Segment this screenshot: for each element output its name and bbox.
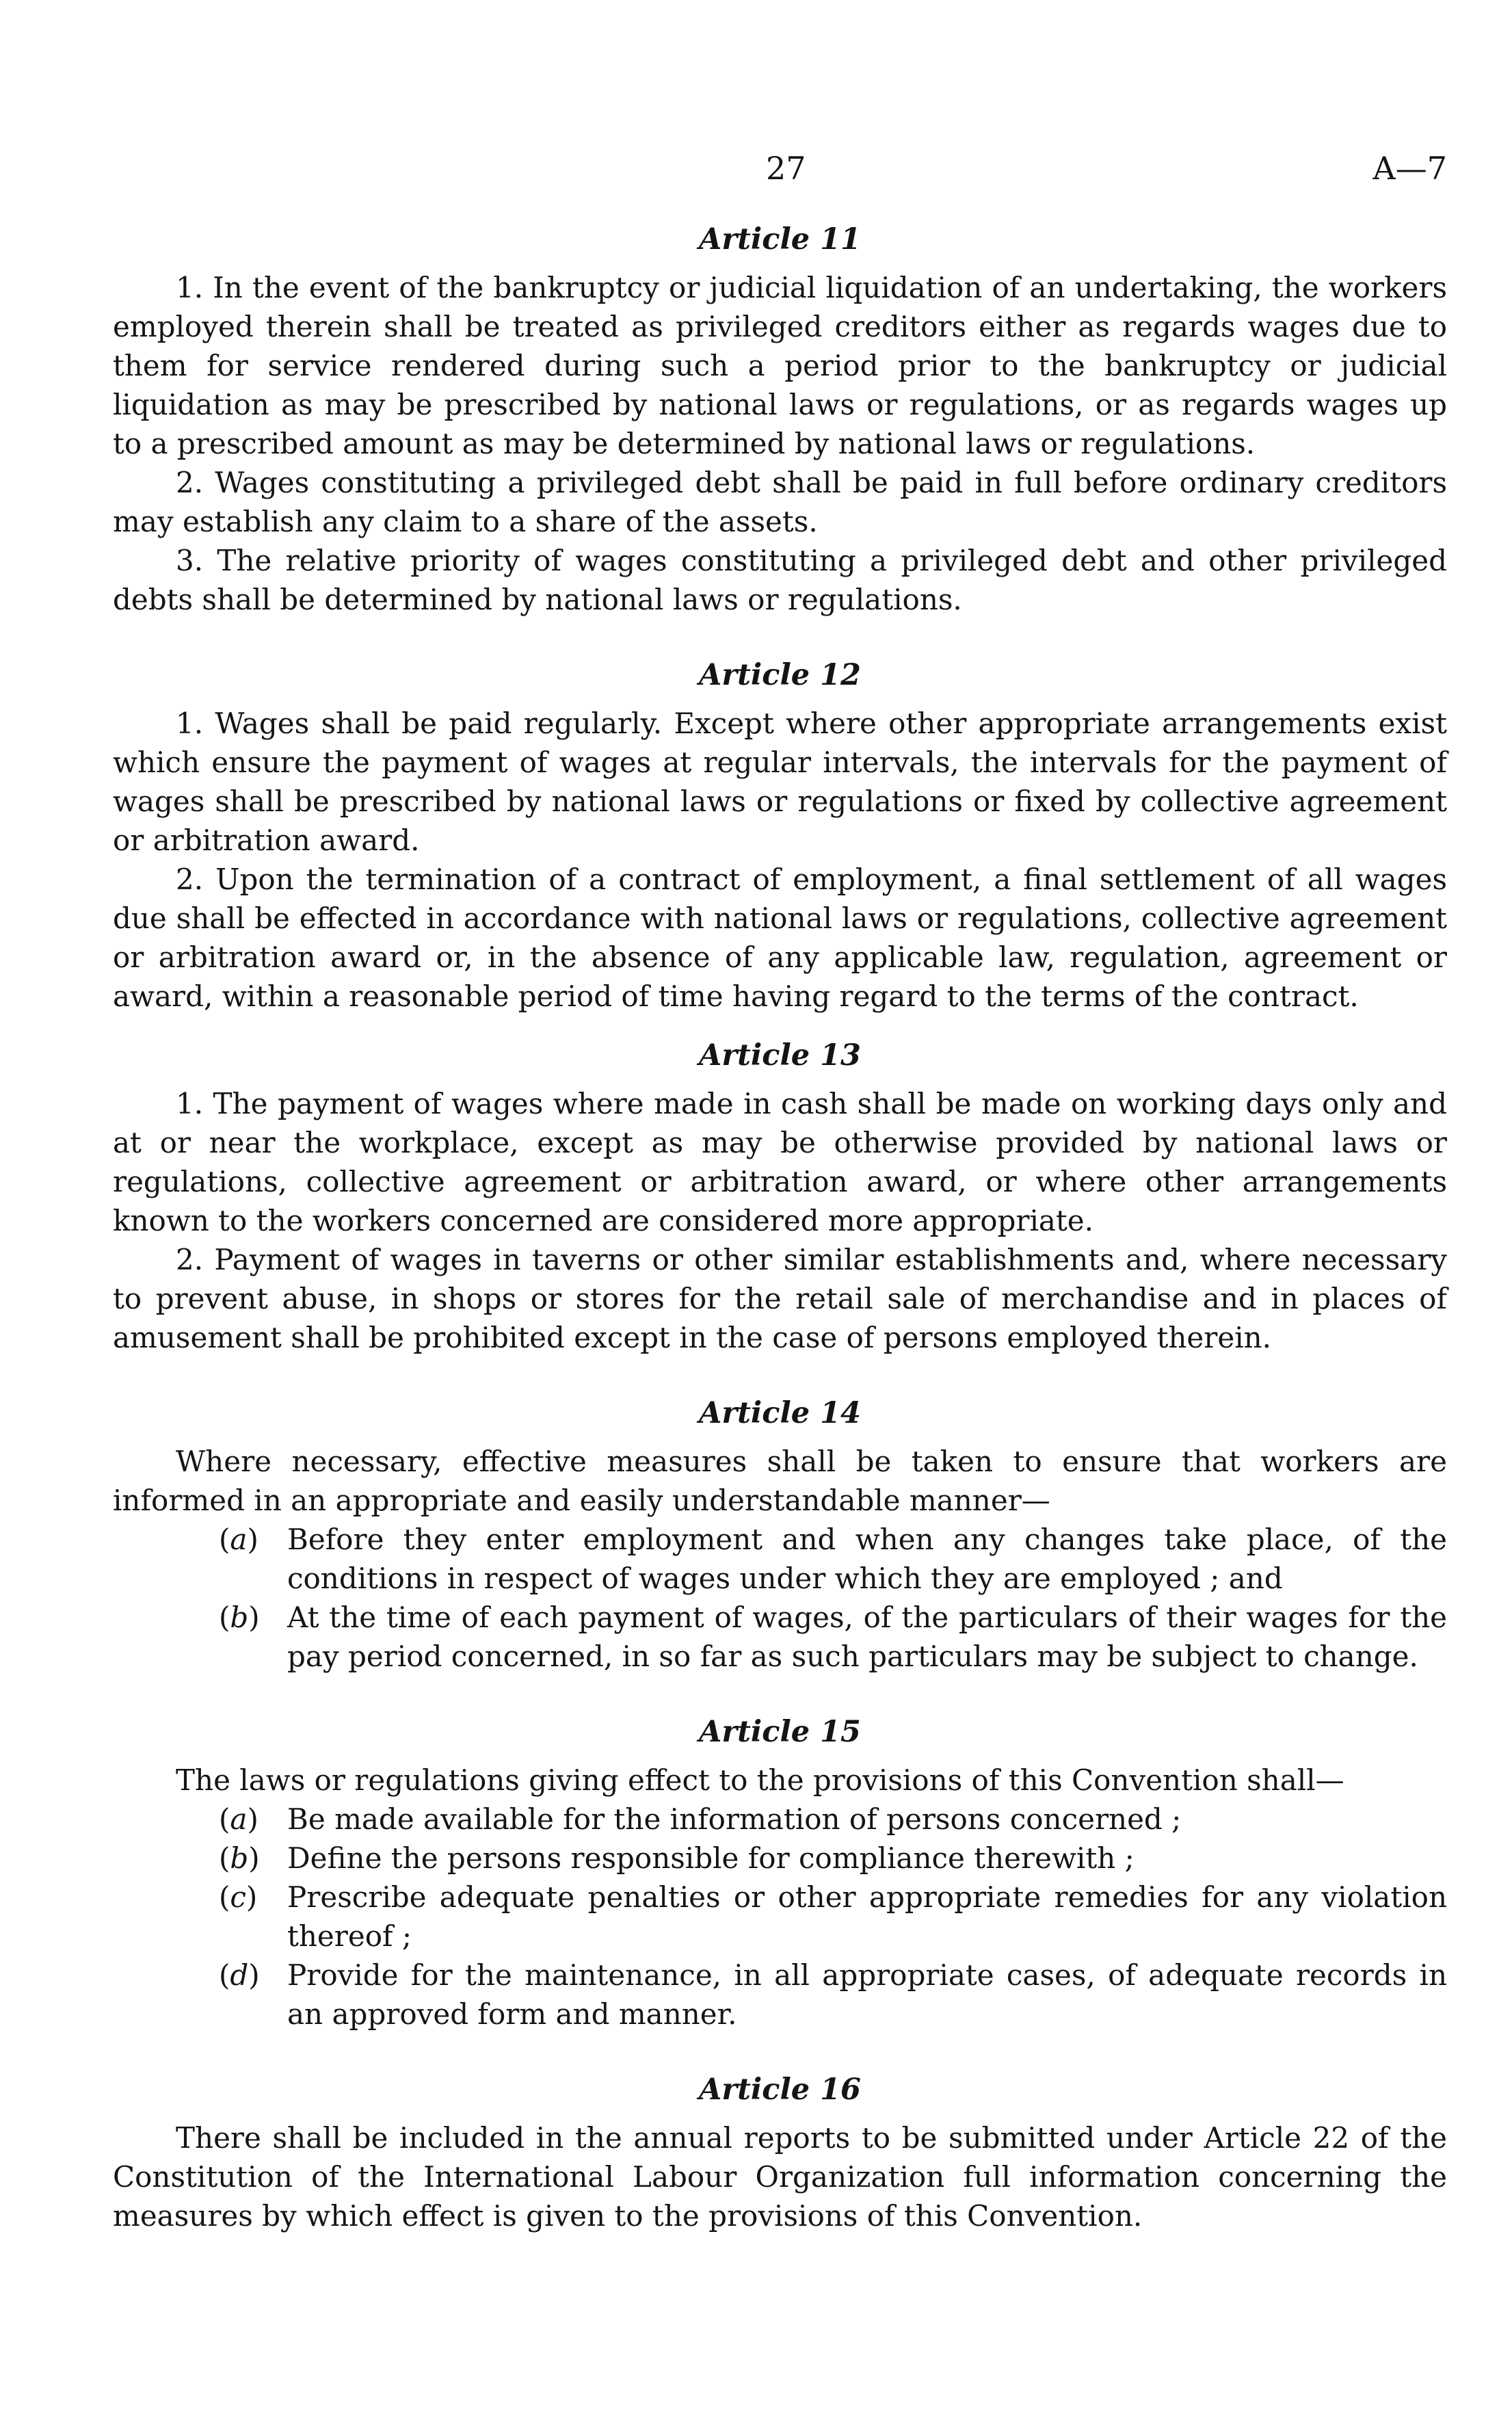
- article-paragraph: 3. The relative priority of wages constituting a privileged debt and other privileged debts shall be determined by national laws or regulations.: [113, 544, 1447, 616]
- document-body: [113, 219, 1447, 2235]
- item-label: (a): [219, 1802, 258, 1836]
- article-heading: Article 15: [699, 1715, 861, 1749]
- item-text: Provide for the maintenance, in all appropriate cases, of adequate records in an approved form and manner.: [287, 1958, 1447, 2031]
- list-item: [113, 1956, 1447, 2034]
- item-label: (c): [219, 1880, 258, 1914]
- list-item: [113, 1520, 1447, 1598]
- article-paragraph: 1. The payment of wages where made in cash shall be made on working days only and at or near the workplace, except as may be otherwise provided by national laws or regulations, collective agreement or arbitration award, or where other arrangements known to the workers concerned are considered more appropriate.: [113, 1087, 1447, 1237]
- list-item: [113, 1839, 1447, 1878]
- item-text: Prescribe adequate penalties or other appropriate remedies for any violation thereof ;: [287, 1880, 1447, 1953]
- article-heading: Article 16: [699, 2073, 861, 2107]
- item-text: Be made available for the information of persons concerned ;: [287, 1802, 1182, 1836]
- article-intro: Where necessary, effective measures shall be taken to ensure that workers are informed in an appropriate and easily understandable manner—: [113, 1445, 1447, 1517]
- article-paragraph: There shall be included in the annual reports to be submitted under Article 22 of the Constitution of the International Labour Organization full information concerning the measures by which effect is given to the provisions of this Convention.: [113, 2121, 1447, 2233]
- article-heading: Article 13: [699, 1038, 861, 1073]
- article-intro: The laws or regulations giving effect to the provisions of this Convention shall—: [176, 1763, 1344, 1797]
- item-label: (b): [219, 1601, 260, 1634]
- article-14: [113, 1393, 1447, 1676]
- list-item: [113, 1800, 1447, 1839]
- article-16: [113, 2069, 1447, 2235]
- item-label: (b): [219, 1841, 260, 1875]
- item-label: (d): [219, 1958, 260, 1992]
- list-item: [113, 1878, 1447, 1956]
- item-label: (a): [219, 1523, 258, 1556]
- article-paragraph: 2. Payment of wages in taverns or other similar establishments and, where necessary to prevent abuse, in shops or stores for the retail sale of merchandise and in places of amusement shall be prohibited except in the case of persons employed therein.: [113, 1243, 1447, 1354]
- article-heading: Article 14: [699, 1396, 861, 1430]
- article-13: [113, 1035, 1447, 1357]
- item-text: At the time of each payment of wages, of the particulars of their wages for the pay period concerned, in so far as such particulars may be subject to change.: [287, 1601, 1447, 1673]
- article-heading: Article 12: [699, 658, 861, 692]
- article-paragraph: 1. Wages shall be paid regularly. Except where other appropriate arrangements exist which ensure the payment of wages at regular intervals, the intervals for the payment of wages shall be prescribed by national laws or regulations or fixed by collective agreement or arbitration award.: [113, 707, 1447, 857]
- page-number: 27: [766, 150, 806, 187]
- list-item: [113, 1598, 1447, 1676]
- article-paragraph: 1. In the event of the bankruptcy or judicial liquidation of an undertaking, the workers employed therein shall be treated as privileged creditors either as regards wages due to them for service rendered during such a period prior to the bankruptcy or judicial liquidation as may be prescribed by national laws or regulations, or as regards wages up to a prescribed amount as may be determined by national laws or regulations.: [113, 271, 1447, 460]
- section-code: A—7: [1372, 150, 1447, 187]
- article-15: [113, 1711, 1447, 2034]
- article-paragraph: 2. Wages constituting a privileged debt shall be paid in full before ordinary creditors may establish any claim to a share of the assets.: [113, 466, 1447, 538]
- article-11: [113, 219, 1447, 619]
- article-paragraph: 2. Upon the termination of a contract of employment, a final settlement of all wages due shall be effected in accordance with national laws or regulations, collective agreement or arbitration award or, in the absence of any applicable law, regulation, agreement or award, within a reasonable period of time having regard to the terms of the contract.: [113, 863, 1447, 1013]
- item-text: Define the persons responsible for compliance therewith ;: [287, 1841, 1135, 1875]
- page-header: [0, 149, 1512, 197]
- article-heading: Article 11: [699, 222, 861, 257]
- article-12: [113, 655, 1447, 1016]
- item-text: Before they enter employment and when any changes take place, of the conditions in respect of wages under which they are employed ; and: [287, 1523, 1447, 1595]
